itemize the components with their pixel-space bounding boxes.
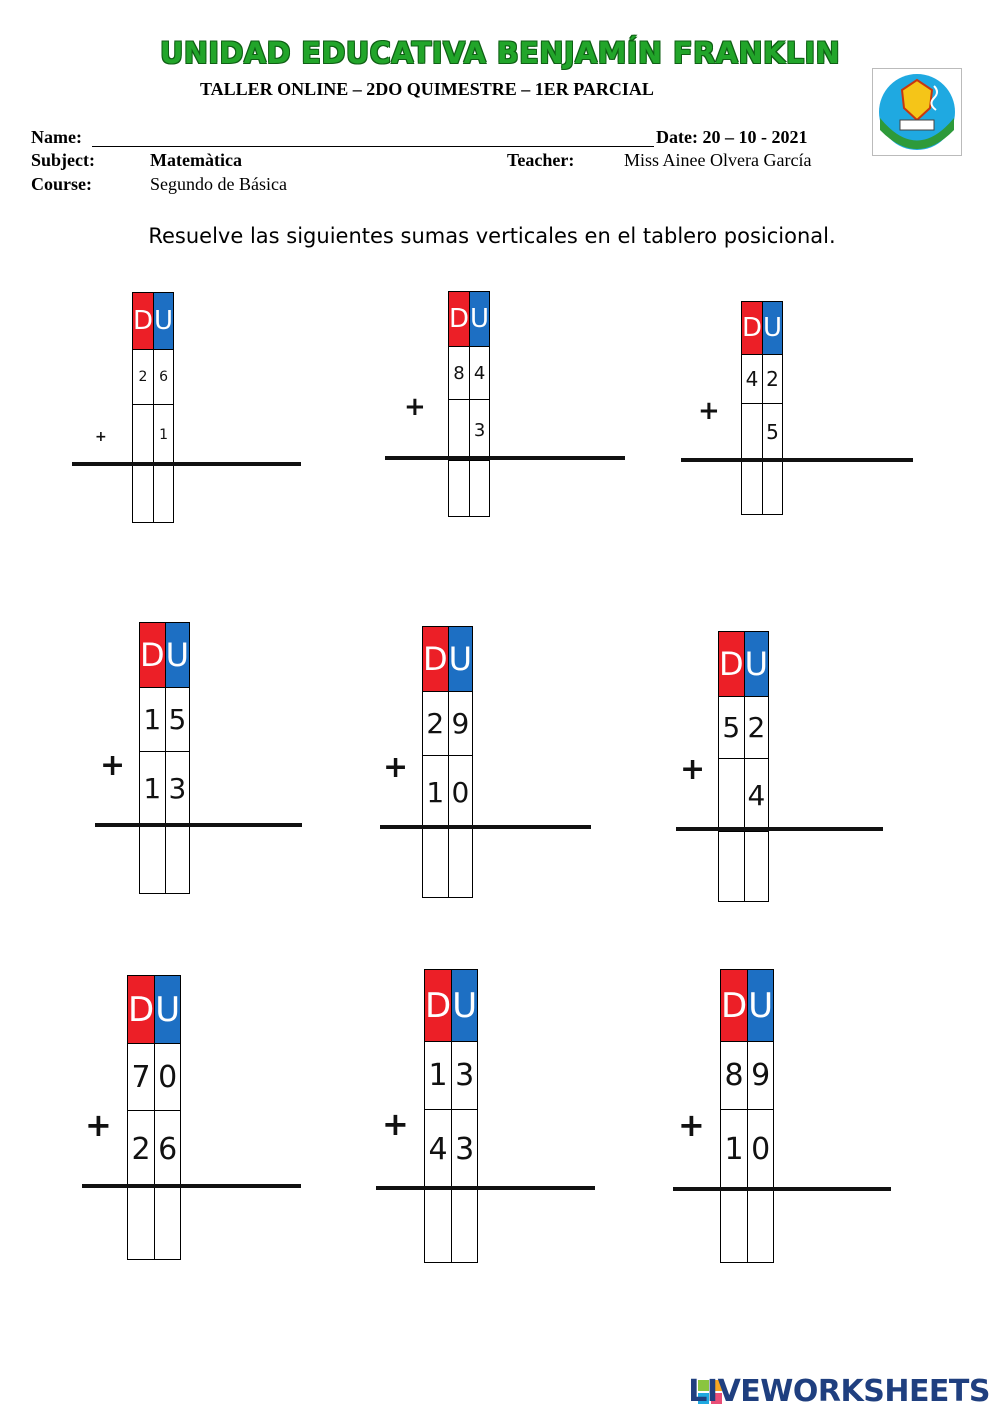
answer-tens-cell[interactable] bbox=[140, 825, 166, 894]
addend-bottom-tens bbox=[742, 404, 763, 461]
plus-sign: + bbox=[678, 1106, 705, 1144]
sum-rule-line bbox=[95, 823, 302, 827]
plus-sign: + bbox=[100, 748, 126, 783]
addend-bottom-tens: 2 bbox=[128, 1111, 155, 1188]
name-label: Name: bbox=[31, 127, 82, 147]
answer-tens-cell[interactable] bbox=[425, 1189, 452, 1263]
instruction-text: Resuelve las siguientes sumas verticales en el tablero posicional. bbox=[148, 224, 836, 248]
place-value-table bbox=[424, 969, 478, 1263]
place-value-table bbox=[127, 975, 181, 1260]
header-tens: D bbox=[425, 970, 452, 1042]
school-logo-icon bbox=[872, 68, 962, 156]
header-units: U bbox=[470, 292, 490, 347]
worksheet-subtitle: TALLER ONLINE – 2DO QUIMESTRE – 1ER PARCIAL bbox=[200, 79, 654, 99]
header-tens: D bbox=[128, 976, 155, 1044]
header-units: U bbox=[452, 970, 478, 1042]
course-label: Course: bbox=[31, 174, 92, 194]
addend-bottom-units: 3 bbox=[165, 752, 189, 825]
sum-rule-line bbox=[72, 462, 301, 466]
addend-bottom-units: 6 bbox=[155, 1111, 181, 1188]
sum-rule-line bbox=[380, 825, 591, 829]
addend-bottom-tens bbox=[449, 400, 470, 461]
answer-tens-cell[interactable] bbox=[719, 832, 745, 902]
answer-units-cell[interactable] bbox=[748, 1189, 774, 1263]
addend-top-tens: 7 bbox=[128, 1044, 155, 1111]
header-tens: D bbox=[719, 632, 745, 697]
date-label: Date: 20 – 10 - 2021 bbox=[656, 127, 808, 147]
addend-bottom-tens: 1 bbox=[140, 752, 166, 825]
answer-tens-cell[interactable] bbox=[742, 461, 763, 515]
addend-bottom-tens: 1 bbox=[423, 756, 449, 829]
header-units: U bbox=[154, 293, 174, 350]
sum-rule-line bbox=[681, 458, 913, 462]
place-value-table bbox=[718, 631, 769, 902]
subject-value: Matemàtica bbox=[150, 150, 242, 170]
answer-tens-cell[interactable] bbox=[449, 461, 470, 517]
addend-top-tens: 8 bbox=[721, 1042, 748, 1110]
header-tens: D bbox=[449, 292, 470, 347]
addend-top-units: 0 bbox=[155, 1044, 181, 1111]
addend-top-units: 5 bbox=[165, 688, 189, 752]
plus-sign: + bbox=[698, 396, 720, 426]
header-tens: D bbox=[742, 302, 763, 355]
addend-top-units: 6 bbox=[154, 350, 174, 405]
addend-top-units: 2 bbox=[744, 697, 768, 759]
answer-tens-cell[interactable] bbox=[721, 1189, 748, 1263]
place-value-table bbox=[422, 626, 473, 898]
addend-top-tens: 8 bbox=[449, 347, 470, 400]
plus-sign: + bbox=[95, 429, 107, 445]
answer-tens-cell[interactable] bbox=[133, 465, 154, 523]
addend-top-units: 3 bbox=[452, 1042, 478, 1110]
answer-units-cell[interactable] bbox=[744, 832, 768, 902]
addend-top-tens: 1 bbox=[140, 688, 166, 752]
sum-rule-line bbox=[376, 1186, 595, 1190]
answer-units-cell[interactable] bbox=[452, 1189, 478, 1263]
header-units: U bbox=[155, 976, 181, 1044]
place-value-table bbox=[132, 292, 174, 523]
teacher-value: Miss Ainee Olvera García bbox=[624, 150, 812, 170]
addend-top-tens: 4 bbox=[742, 355, 763, 404]
sum-rule-line bbox=[82, 1184, 301, 1188]
addend-top-units: 9 bbox=[448, 692, 472, 756]
addend-bottom-units: 5 bbox=[763, 404, 783, 461]
addend-bottom-units: 0 bbox=[748, 1110, 774, 1189]
place-value-table bbox=[139, 622, 190, 894]
name-input-line[interactable] bbox=[92, 146, 654, 147]
place-value-table bbox=[448, 291, 490, 517]
answer-units-cell[interactable] bbox=[155, 1188, 181, 1260]
addend-bottom-tens bbox=[719, 759, 745, 832]
answer-tens-cell[interactable] bbox=[423, 829, 449, 898]
answer-tens-cell[interactable] bbox=[128, 1188, 155, 1260]
sum-rule-line bbox=[676, 827, 883, 831]
addend-bottom-tens: 1 bbox=[721, 1110, 748, 1189]
addend-top-tens: 2 bbox=[133, 350, 154, 405]
header-tens: D bbox=[423, 627, 449, 692]
addend-top-units: 4 bbox=[470, 347, 490, 400]
addend-bottom-units: 3 bbox=[452, 1110, 478, 1189]
plus-sign: + bbox=[383, 750, 409, 785]
addend-bottom-units: 4 bbox=[744, 759, 768, 832]
answer-units-cell[interactable] bbox=[154, 465, 174, 523]
plus-sign: + bbox=[680, 752, 706, 787]
answer-units-cell[interactable] bbox=[165, 825, 189, 894]
addend-top-tens: 1 bbox=[425, 1042, 452, 1110]
header-units: U bbox=[448, 627, 472, 692]
header-tens: D bbox=[133, 293, 154, 350]
school-title: UNIDAD EDUCATIVA BENJAMÍN FRANKLIN bbox=[159, 36, 841, 70]
teacher-label: Teacher: bbox=[507, 150, 575, 170]
header-units: U bbox=[744, 632, 768, 697]
header-tens: D bbox=[140, 623, 166, 688]
header-units: U bbox=[763, 302, 783, 355]
addend-bottom-tens bbox=[133, 405, 154, 465]
place-value-table bbox=[720, 969, 774, 1263]
answer-units-cell[interactable] bbox=[470, 461, 490, 517]
plus-sign: + bbox=[382, 1105, 409, 1143]
addend-top-units: 2 bbox=[763, 355, 783, 404]
sum-rule-line bbox=[385, 456, 625, 460]
place-value-table bbox=[741, 301, 783, 515]
addend-top-units: 9 bbox=[748, 1042, 774, 1110]
liveworksheets-brand: LIVEWORKSHEETS bbox=[688, 1374, 990, 1409]
plus-sign: + bbox=[404, 392, 426, 422]
header-tens: D bbox=[721, 970, 748, 1042]
addend-bottom-tens: 4 bbox=[425, 1110, 452, 1189]
answer-units-cell[interactable] bbox=[763, 461, 783, 515]
course-value: Segundo de Básica bbox=[150, 174, 287, 194]
addend-top-tens: 5 bbox=[719, 697, 745, 759]
plus-sign: + bbox=[85, 1106, 112, 1144]
addend-bottom-units: 3 bbox=[470, 400, 490, 461]
sum-rule-line bbox=[673, 1187, 891, 1191]
header-units: U bbox=[748, 970, 774, 1042]
addend-bottom-units: 1 bbox=[154, 405, 174, 465]
addend-top-tens: 2 bbox=[423, 692, 449, 756]
answer-units-cell[interactable] bbox=[448, 829, 472, 898]
subject-label: Subject: bbox=[31, 150, 95, 170]
header-units: U bbox=[165, 623, 189, 688]
addend-bottom-units: 0 bbox=[448, 756, 472, 829]
